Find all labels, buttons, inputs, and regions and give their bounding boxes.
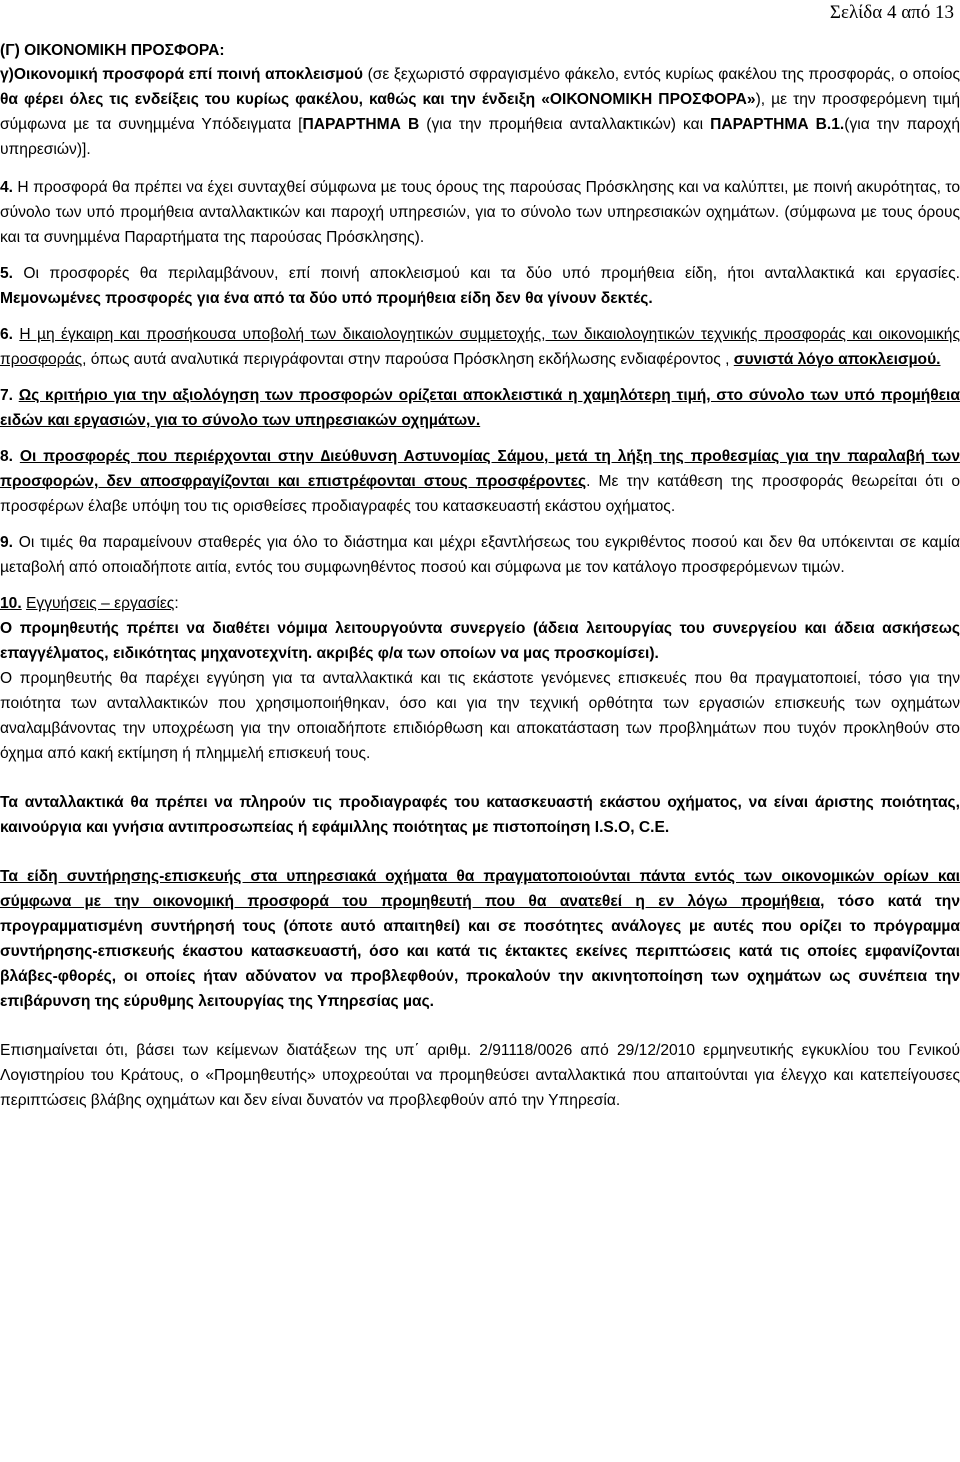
paragraph-11-bold: Τα ανταλλακτικά θα πρέπει να πληρούν τις προδιαγραφές του κατασκευαστή εκάστου οχήµατος, να είναι άριστης ποιότητας, καινούργια και γνήσια αντιπροσωπείας ή εφάµιλλης ποιότητας µε πιστοποίηση I.S.O, C.E. xyxy=(0,794,960,836)
paragraph-5-bold: Μεµονωµένες προσφορές για ένα από τα δύο υπό προµήθεια είδη δεν θα γίνουν δεκτές. xyxy=(0,290,653,307)
paragraph-10-heading-text: Εγγυήσεις – εργασίες xyxy=(26,595,175,612)
paragraph-9 xyxy=(0,530,960,580)
section-g-text-4: (για την παροχή υπηρεσιών)]. xyxy=(0,116,960,158)
paragraph-6-bold-underlined: συνιστά λόγο αποκλεισµού. xyxy=(733,351,941,368)
paragraph-4-number: 4. xyxy=(0,179,14,196)
paragraph-8-number: 8. xyxy=(0,448,14,465)
paragraph-4-text: Η προσφορά θα πρέπει να έχει συνταχθεί σύµφωνα µε τους όρους της παρούσας Πρόσκλησης και να καλύπτει, µε ποινή ακυρότητας, το σύνολο των υπό προµήθεια ανταλλακτικών και παροχή υπηρεσιών, για το σύνολο των υπηρεσιακών οχηµάτων. (σύµφωνα µε τους όρους και τα συνηµµένα Παραρτήµατα της παρούσας Πρόσκλησης). xyxy=(0,179,960,246)
paragraph-10-colon: : xyxy=(174,595,179,612)
paragraph-10-heading xyxy=(0,591,960,616)
section-g-bold-3: ΠΑΡΑΡΤΗΜΑ Β xyxy=(302,116,420,133)
paragraph-6-number: 6. xyxy=(0,326,14,343)
paragraph-7 xyxy=(0,383,960,433)
section-g-text-1: (σε ξεχωριστό σφραγισµένο φάκελο, εντός κυρίως φακέλου της προσφοράς, ο οποίος xyxy=(362,66,960,83)
paragraph-8 xyxy=(0,444,960,519)
section-title-text: (Γ) ΟΙΚΟΝΟΜΙΚΗ ΠΡΟΣΦΟΡΑ: xyxy=(0,42,225,59)
paragraph-10-number: 10. xyxy=(0,595,22,612)
section-g-bold-4: ΠΑΡΑΡΤΗΜΑ Β.1. xyxy=(710,116,845,133)
paragraph-13 xyxy=(0,1038,960,1113)
section-g-bold-1: γ)Οικονοµική προσφορά επί ποινή αποκλεισµού xyxy=(0,66,363,83)
paragraph-5 xyxy=(0,261,960,311)
section-g-bold-2: θα φέρει όλες τις ενδείξεις του κυρίως φακέλου, καθώς και την ένδειξη «ΟΙΚΟΝΟΜΙΚΗ ΠΡΟΣΦΟΡΑ» xyxy=(0,91,756,108)
paragraph-12-bold-underlined: Τα είδη συντήρησης-επισκευής στα υπηρεσιακά οχήµατα θα πραγµατοποιούνται πάντα εντός των οικονοµικών ορίων και σύµφωνα µε την οικονοµική προσφορά του προµηθευτή που θα ανατεθεί η εν λόγω προµήθεια xyxy=(0,868,960,910)
paragraph-9-number: 9. xyxy=(0,534,14,551)
section-g-text-2: ), µε την προσφερόµενη τιµή σύµφωνα µε τα συνηµµένα Υπόδειγµατα [ xyxy=(0,91,960,133)
section-title xyxy=(0,40,960,62)
paragraph-5-text: Οι προσφορές θα περιλαµβάνουν, επί ποινή αποκλεισµού και τα δύο υπό προµήθεια είδη, ήτοι ανταλλακτικά και εργασίες. xyxy=(13,265,960,282)
paragraph-10-text xyxy=(0,666,960,766)
section-g-text-3: (για την προµήθεια ανταλλακτικών) και xyxy=(419,116,711,133)
paragraph-13-text: Επισηµαίνεται ότι, βάσει των κείµενων διατάξεων της υπ΄ αριθµ. 2/91118/0026 από 29/12/2010 ερµηνευτικής εγκυκλίου του Γενικού Λογιστηρίου του Κράτους, ο «Προµηθευτής» υποχρεούται να προµηθεύσει ανταλλακτικά που απαιτούνται για έλεγχο και κατεπείγουσες περιπτώσεις βλάβης οχηµάτων και δεν είναι δυνατόν να προβλεφθούν από την Υπηρεσία. xyxy=(0,1042,960,1109)
paragraph-12-bold: , τόσο κατά την προγραµµατισµένη συντήρησή τους (όποτε αυτό απαιτηθεί) και σε ποσότητες ανάλογες µε αυτές που ορίζει το πρόγραµµα συντήρησης-επισκευής έκαστου κατασκευαστή, όσο και κατά τις έκτακτες εκείνες περιπτώσεις κατά τις οποίες εµφανίζονται βλάβες-φθορές, οι οποίες ήταν αδύνατον να προβλεφθούν, προκαλούν την ακινητοποίηση των οχηµάτων ως συνέπεια την επιβάρυνση της εύρυθµης λειτουργίας της Υπηρεσίας µας. xyxy=(0,893,960,1010)
paragraph-6-text: , όπως αυτά αναλυτικά περιγράφονται στην παρούσα Πρόσκληση εκδήλωσης ενδιαφέροντος , xyxy=(82,351,734,368)
page-number: Σελίδα 4 από 13 xyxy=(829,2,954,23)
paragraph-9-text: Οι τιµές θα παραµείνουν σταθερές για όλο το διάστηµα και µέχρι εξαντλήσεως του εγκριθέντος ποσού και δεν θα υπόκεινται σε καµία µεταβολή από οποιαδήποτε αιτία, εντός του συµφωνηθέντος ποσού και σύµφωνα µε τον κατάλογο προσφερόµενων τιµών. xyxy=(0,534,960,576)
paragraph-5-number: 5. xyxy=(0,265,14,282)
paragraph-10-body: Ο προµηθευτής θα παρέχει εγγύηση για τα ανταλλακτικά και τις εκάστοτε γενόµενες επισκευές που θα πραγµατοποιεί, τόσο για την ποιότητα των ανταλλακτικών που χρησιµοποιήθηκαν, όσο και για την τεχνική ορθότητα των εργασιών επισκευής των οχηµάτων αναλαµβάνοντας την υποχρέωση για την οποιαδήποτε επιδιόρθωση και αποκατάσταση των προβληµάτων που τυχόν προκληθούν στο όχηµα από κακή εκτίµηση ή πληµµελή επισκευή τους. xyxy=(0,670,960,762)
paragraph-4 xyxy=(0,175,960,250)
paragraph-6-underlined: Η µη έγκαιρη και προσήκουσα υποβολή των δικαιολογητικών συµµετοχής, των δικαιολογητικών τεχνικής προσφοράς και οικονοµικής προσφοράς xyxy=(0,326,960,368)
section-g-paragraph xyxy=(0,62,960,162)
paragraph-6 xyxy=(0,322,960,372)
paragraph-12 xyxy=(0,864,960,1014)
paragraph-8-bold-underlined: Οι προσφορές που περιέρχονται στην ∆ιεύθυνση Αστυνοµίας Σάµου, µετά τη λήξη της προθεσµίας για την παραλαβή των προσφορών, δεν αποσφραγίζονται και επιστρέφονται στους προσφέροντες xyxy=(0,448,960,490)
paragraph-8-text: . Με την κατάθεση της προσφοράς θεωρείται ότι ο προσφέρων έλαβε υπόψη του τις ορισθείσες προδιαγραφές του κατασκευαστή εκάστου οχήµατος. xyxy=(0,473,960,515)
paragraph-7-number: 7. xyxy=(0,387,14,404)
paragraph-10-bold-text: Ο προµηθευτής πρέπει να διαθέτει νόµιµα λειτουργούντα συνεργείο (άδεια λειτουργίας του συνεργείου και άδεια ασκήσεως επαγγέλµατος, ειδικότητας µηχανοτεχνίτη. ακριβές φ/α των οποίων να µας προσκοµίσει). xyxy=(0,620,960,662)
paragraph-10-bold xyxy=(0,616,960,666)
paragraph-7-text: Ως κριτήριο για την αξιολόγηση των προσφορών ορίζεται αποκλειστικά η χαµηλότερη τιµή, στο σύνολο των υπό προµήθεια ειδών και εργασιών, για το σύνολο των υπηρεσιακών οχηµάτων. xyxy=(0,387,960,429)
paragraph-11 xyxy=(0,790,960,840)
document-body xyxy=(0,40,960,1113)
